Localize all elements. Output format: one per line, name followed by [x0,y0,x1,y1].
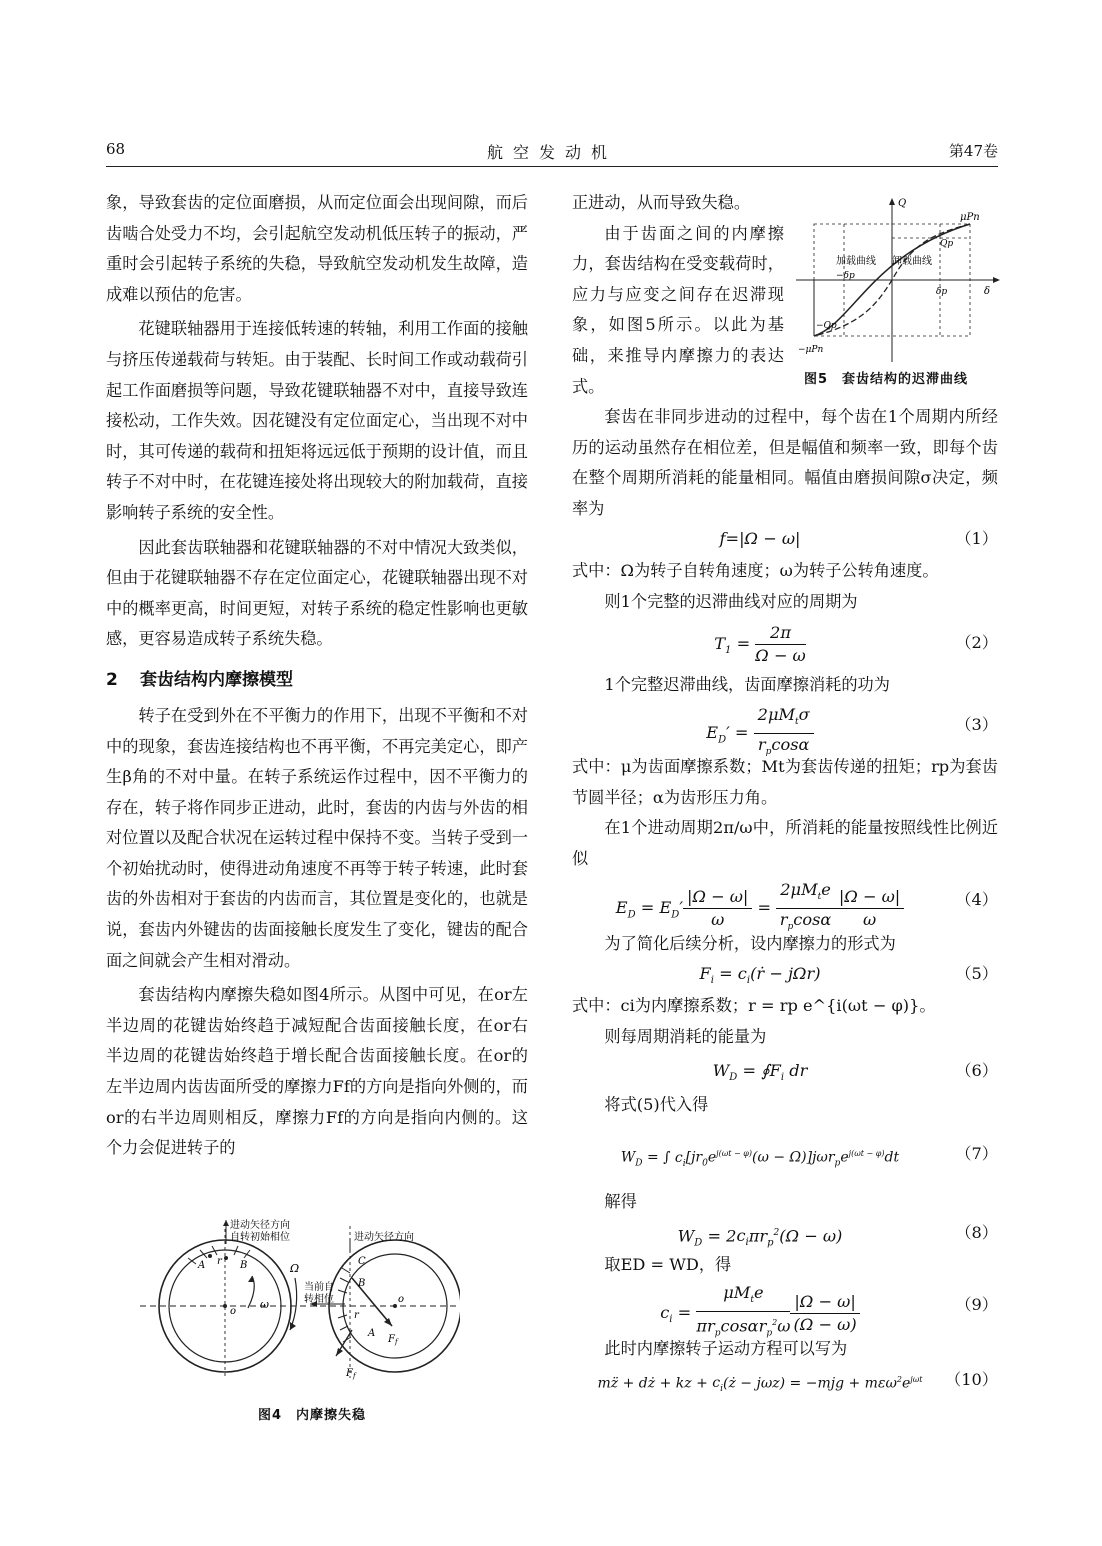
label-r-right: r [354,1310,359,1321]
journal-title: 航空发动机 [486,143,617,162]
paragraph: 象，导致套齿的定位面磨损，从而定位面会出现间隙，而后齿啮合处受力不均，会引起航空发动机低压转子的振动，严重时会引起转子系统的失稳，导致航空发动机发生故障，造成难以预估的危害。 [106,193,528,304]
paragraph: 因此套齿联轴器和花键联轴器的不对中情况大致类似，但由于花键联轴器不存在定位面定心，花键联轴器出现不对中的概率更高，时间更短，对转子系统的稳定性影响也更敏感，更容易造成转子系统失稳。 [106,537,528,649]
paragraph: 套齿结构内摩擦失稳如图4所示。从图中可见，在or左半边周的花键齿始终趋于减短配合齿面接触长度，在or右半边周的花键齿始终趋于增长配合齿面接触长度。在or的左半边周内齿齿面所受的摩擦力Ff的方向是指向外侧的，而or的右半边周则相反，摩擦力Ff的方向是指向内侧的。这个力会促进转子的 [106,985,528,1158]
right-column-wrap [572,188,784,402]
label-Ff-inner: $F_f$ [388,1334,398,1346]
label-A-right: A [368,1328,376,1339]
label-current-spin-2: 转相位 [304,1294,334,1305]
label-r-left: r [217,1256,222,1267]
label-neg-deltap: −δp [836,271,855,281]
section-number: 2 [106,669,118,690]
paragraph: 转子在受到外在不平衡力的作用下，出现不平衡和不对中的现象，套齿连接结构也不再平衡，不再完美定心，即产生β角的不对中量。在转子系统运作过程中，因不平衡力的存在，转子将作同步正进动，此时，套齿的内齿与外齿的相对位置以及配合状况在运转过程中保持不变。当转子受到一个初始扰动时，使得进动角速度不再等于转子转速，此时套齿的外齿相对于套齿的内齿而言，其位置是变化的，也就是说，套齿内外键齿的齿面接触长度发生了变化，键齿的配合面之间就会产生相对滑动。 [106,705,528,970]
label-Q: Q [898,198,907,209]
label-omega-left: ω [260,1298,269,1311]
hysteresis-curve-diagram [792,194,1002,366]
paragraph: 取ED = WD，得 [604,1254,732,1274]
label-deltap: δp [936,287,948,297]
paragraph: 式中：μ为齿面摩擦系数；Mt为套齿传递的扭矩；rp为套齿节圆半径；α为齿形压力角。 [572,757,998,807]
label-o-right: o [398,1294,405,1305]
paragraph: 套齿在非同步进动的过程中，每个齿在1个周期内所经历的运动虽然存在相位差，但是幅值和频率一致，即每个齿在整个周期所消耗的能量相同。幅值由磨损间隙σ决定，频率为 [572,407,998,518]
equation-1-tag: （1） [955,529,998,549]
right-column [572,402,998,1397]
label-current-spin-1: 当前自 [304,1282,334,1293]
label-Omega: Ω [290,1262,300,1275]
equation-8-tag: （8） [955,1222,998,1242]
equation-4-tag: （4） [955,889,998,909]
equation-7-tag: （7） [955,1143,998,1163]
equation-4: $E_D = E_D'$ $\frac{|\Omega - \omega|}{\omega}$ = $\frac{2\mu M_te}{r_p\cos\alpha}$ $\frac{|\Omega - \omega|}{\omega}$ （4） [615,879,998,932]
volume-label: 第47卷 [948,142,998,160]
equation-1-expr: f=|Ω − ω| [719,529,801,549]
paragraph: 在1个进动周期2π/ω中，所消耗的能量按照线性比例近似 [572,818,998,868]
equation-6-tag: （6） [955,1061,998,1081]
label-neg-Qp: −Qp [816,321,837,331]
figure-5 [792,194,1002,390]
equation-9: $c_i$ = $\frac{\mu M_te}{\pi r_p\cos\alpha r_p^2\omega}$ $\frac{|\Omega - \omega|}{(\Omega - \omega)}$ （9） [660,1283,998,1339]
label-unloading: 卸载曲线 [892,256,932,267]
equation-10: mz̈ + dż + kz + $c_i(ż - j\omega z) = -mjg + m\varepsilon\omega^2e^{j\omega t}$ （10） [572,1365,998,1397]
label-delta: δ [984,286,991,297]
label-Ff-outer: $F_f$ [346,1368,356,1380]
label-whirl-direction-right: 进动矢径方向 [354,1232,414,1243]
equation-5-tag: （5） [955,964,998,984]
equation-5: $F_i$ = $c_i(ṙ - j\Omega r)$ （5） [572,959,998,991]
equation-3-tag: （3） [955,715,998,735]
internal-friction-diagram [140,1218,460,1383]
figure-5-caption: 图5 套齿结构的迟滞曲线 [804,372,969,387]
equation-2-tag: （2） [955,632,998,652]
label-o-left: o [230,1306,237,1317]
equation-2: $T_1$ = $\frac{2\pi}{\Omega - \omega}$ （2） [714,622,998,665]
paragraph: 则每周期消耗的能量为 [604,1026,767,1046]
paragraph: 此时内摩擦转子运动方程可以写为 [604,1339,848,1359]
paragraph: 由于齿面之间的内摩擦力，套齿结构在受变载荷时，应力与应变之间存在迟滞现象，如图5所示。以此为基础，来推导内摩擦力的表达式。 [572,223,784,396]
paragraph: 将式(5)代入得 [604,1095,709,1115]
label-C: C [358,1256,366,1267]
equation-9-tag: （9） [955,1295,998,1315]
paragraph: 则1个完整的迟滞曲线对应的周期为 [604,591,858,611]
label-B-left: B [240,1260,248,1271]
section-title: 套齿结构内摩擦模型 [140,669,293,690]
equation-1 [572,524,998,556]
paragraph: 式中：ci为内摩擦系数；r = rp e^{i(ωt − φ)}。 [572,996,936,1016]
label-muPn: μPn [960,212,980,223]
paragraph: 花键联轴器用于连接低转速的转轴，利用工作面的接触与挤压传递载荷与转矩。由于装配、长时间工作或动载荷引起工作面磨损等问题，导致花键联轴器不对中，直接导致连接松动，工作失效。因花键没有定位面定心，当出现不对中时，其可传递的载荷和扭矩将远远低于预期的设计值，而且转子不对中时，在花键连接处将出现较大的附加载荷，直接影响转子系统的安全性。 [106,319,528,522]
label-loading: 加载曲线 [836,256,876,267]
label-whirl-direction-left: 进动矢径方向 [230,1220,290,1231]
equation-8: $W_D = 2c_i\pi r_p^2(\Omega - \omega)$ （8） [572,1218,998,1250]
paragraph: 1个完整迟滞曲线，齿面摩擦消耗的功为 [604,674,890,694]
figure-4-caption: 图4 内摩擦失稳 [258,1408,367,1423]
label-neg-muPn: −μPn [798,345,824,355]
label-B-right: B [358,1278,366,1289]
label-Qp: Qp [940,239,954,249]
paragraph: 为了简化后续分析，设内摩擦力的形式为 [604,933,896,953]
page-number: 68 [106,140,126,158]
equation-6: $W_D$ = $∮F_i$ dr （6） [572,1052,998,1090]
label-A-left: A [198,1260,206,1271]
equation-7: $W_D$ = ∫ $c_i[jr_0e^{j(\omega t - \varphi)}(\omega - \Omega)]j\omega r_pe^{j(\omega t - \varphi)}dt$ （7） [572,1121,998,1187]
left-column [106,188,528,1164]
label-spin-initial-phase: 自转初始相位 [230,1232,290,1243]
running-header [106,140,998,167]
equation-3: $E_D'$ = $\frac{2\mu M_t\sigma}{r_p\cos\alpha}$ （3） [706,705,998,758]
section-heading [106,667,528,693]
paragraph: 正进动，从而导致失稳。 [572,193,751,212]
equation-10-tag: （10） [945,1369,998,1389]
paragraph: 解得 [604,1191,637,1211]
figure-4 [140,1218,500,1423]
paragraph: 式中：Ω为转子自转角速度；ω为转子公转角速度。 [572,561,939,581]
